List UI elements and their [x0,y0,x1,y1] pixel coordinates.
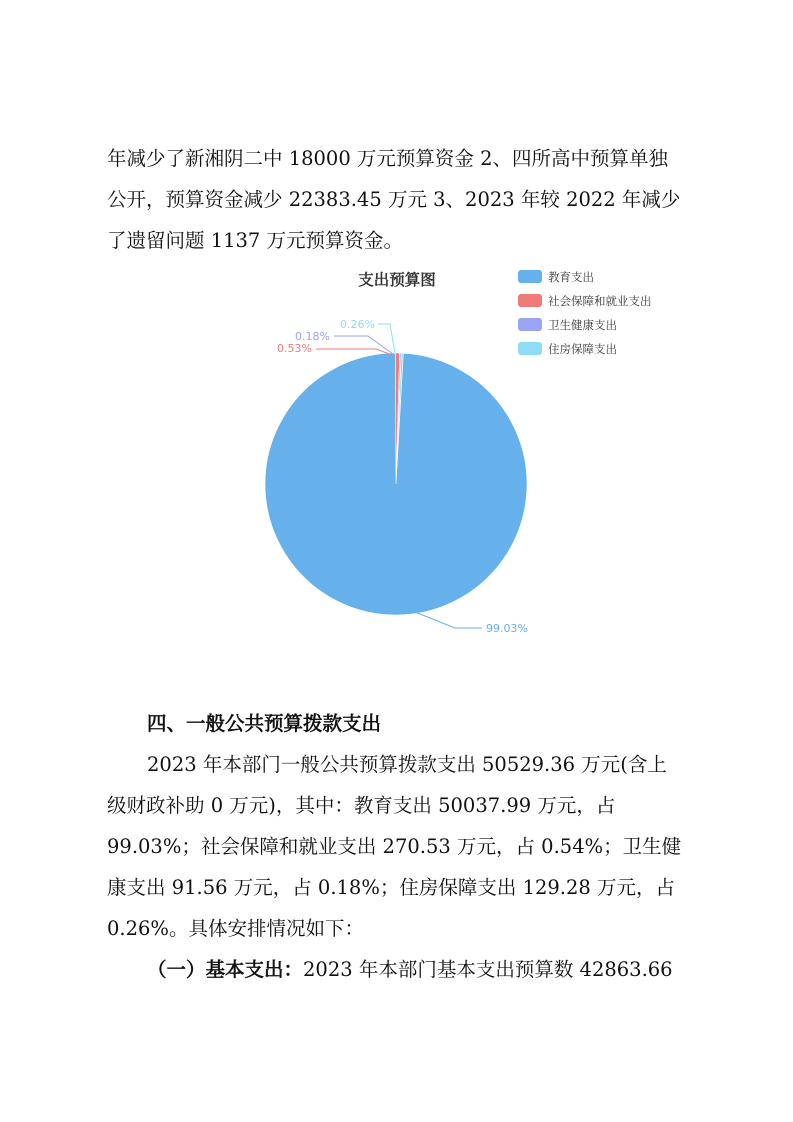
basic-expenditure-text: 2023 年本部门基本支出预算数 42863.66 [303,958,673,981]
pie-slices [265,353,527,615]
legend-label-1: 教育支出 [548,270,594,284]
pie-leader-line-3 [334,336,393,354]
section-4-line-1: 2023 年本部门一般公共预算拨款支出 50529.36 万元(含上 [147,753,667,776]
legend-swatch-1 [518,270,542,283]
legend-label-3: 卫生健康支出 [548,318,617,332]
pie-leader-line-1 [415,612,482,628]
section-4-line-2: 级财政补助 0 万元)，其中：教育支出 50037.99 万元，占 [107,794,616,817]
chart-title: 支出预算图 [358,271,436,289]
legend-label-2: 社会保障和就业支出 [548,294,652,308]
pie-label-4: 0.26% [340,318,375,331]
intro-line-1: 年减少了新湘阴二中 18000 万元预算资金 2、四所高中预算单独 [107,147,669,170]
pie-leader-line-4 [378,324,395,353]
pie-chart-svg [250,262,690,642]
legend-swatch-4 [518,342,542,355]
section-4-line-5: 0.26%。具体安排情况如下： [107,917,364,940]
basic-expenditure-line [107,949,697,990]
expenditure-pie-chart [250,262,690,642]
legend-swatch-2 [518,294,542,307]
intro-line-2: 公开，预算资金减少 22383.45 万元 3、2023 年较 2022 年减少 [107,188,681,211]
pie-label-1: 99.03% [486,622,528,635]
section-4-line-3: 99.03%；社会保障和就业支出 270.53 万元，占 0.54%；卫生健 [107,835,682,858]
section-4-heading: 四、一般公共预算拨款支出 [147,712,382,735]
section-4 [107,703,697,990]
legend-label-4: 住房保障支出 [548,342,617,356]
intro-paragraph [107,138,697,261]
chart-legend [518,270,652,356]
pie-label-3: 0.18% [295,330,330,343]
legend-swatch-3 [518,318,542,331]
pie-label-2: 0.53% [277,342,312,355]
basic-expenditure-heading: （一）基本支出： [147,958,304,981]
section-4-line-4: 康支出 91.56 万元，占 0.18%；住房保障支出 129.28 万元，占 [107,876,675,899]
intro-line-3: 了遗留问题 1137 万元预算资金。 [107,229,404,252]
